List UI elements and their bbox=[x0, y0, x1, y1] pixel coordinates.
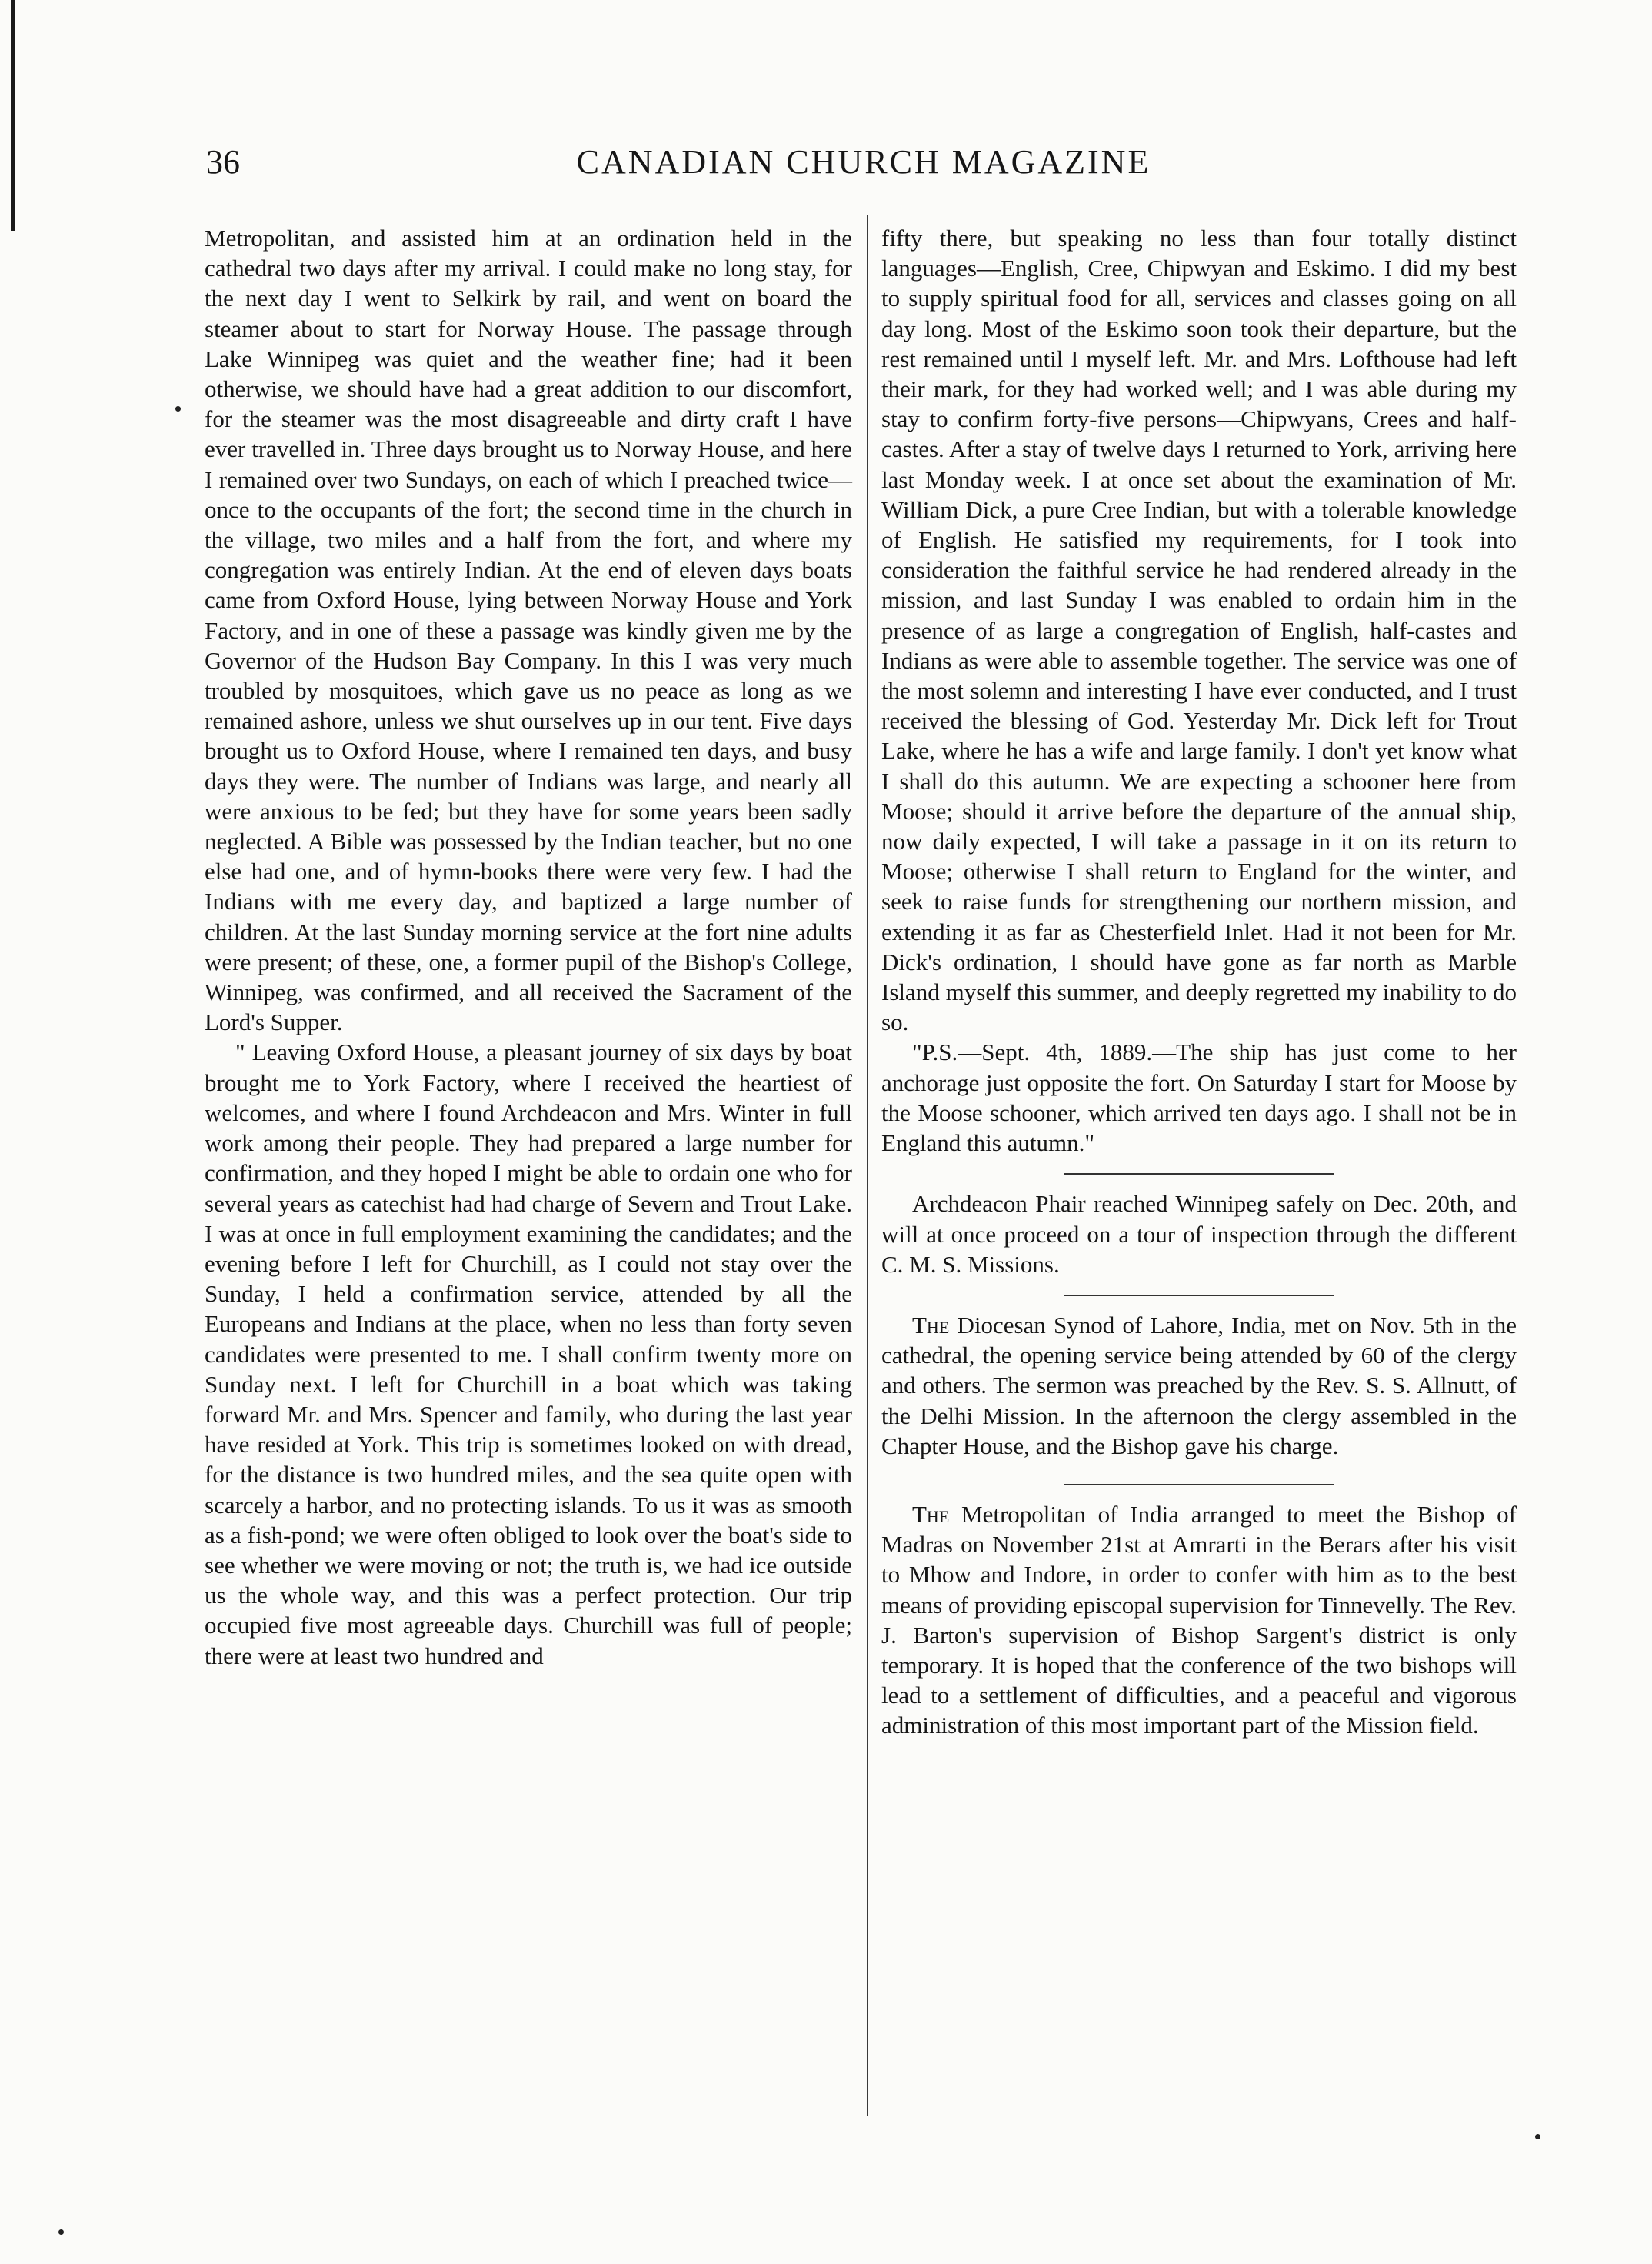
paragraph-metropolitan-india bbox=[881, 1499, 1517, 1741]
lead-word: The bbox=[912, 1311, 950, 1339]
right-column bbox=[881, 223, 1517, 1741]
scan-speck bbox=[1535, 2134, 1540, 2139]
paragraph-york-factory: " Leaving Oxford House, a pleasant journey of six days by boat brought me to York Factory, where I received the heartiest of welcomes, and where I found Archdeacon and Mrs. Winter in full work among their people. They had prepared a large number for confirmation, and they hoped I might be able to ordain one who for several years as catechist had had charge of Severn and Trout Lake. I was at once in full employment examining the candidates; and the evening before I left for Churchill, as I could not stay over the Sunday, I held a confirmation service, attended by all the Europeans and Indians at the place, when no less than forty seven candidates were presented to me. I shall confirm twenty more on Sunday next. I left for Churchill in a boat which was taking forward Mr. and Mrs. Spencer and family, who during the last year have resided at York. This trip is sometimes looked on with dread, for the distance is two hundred miles, and the sea quite open with scarcely a harbor, and no protecting islands. To us it was as smooth as a fish-pond; we were often obliged to look over the boat's side to see whether we were moving or not; the truth is, we had ice outside us the whole way, and this was a perfect protection. Our trip occupied five most agreeable days. Churchill was full of people; there were at least two hundred and bbox=[205, 1039, 852, 1669]
paragraph-synod-lahore bbox=[881, 1310, 1517, 1461]
page-header bbox=[206, 135, 1521, 189]
section-divider bbox=[1064, 1484, 1334, 1485]
paragraph-archdeacon-phair: Archdeacon Phair reached Winnipeg safely on Dec. 20th, and will at once proceed on a tour of inspection through the different C. M. S. Missions. bbox=[881, 1190, 1517, 1278]
scan-speck bbox=[58, 2229, 64, 2235]
scan-edge-mark bbox=[11, 0, 15, 231]
left-column bbox=[205, 223, 852, 1671]
paragraph-text: Metropolitan of India arranged to meet the Bishop of Madras on November 21st at Amrarti in the Berars after his visit to Mhow and Indore, in order to confer with him as to the best means of providing episcopal supervision for Tinnevelly. The Rev. J. Barton's supervision of Bishop Sargent's district is only temporary. It is hoped that the conference of the two bishops will lead to a settlement of difficulties, and a peaceful and vigorous administration of this most important part of the Mission field. bbox=[881, 1500, 1517, 1739]
column-divider bbox=[867, 215, 868, 2116]
section-divider bbox=[1064, 1173, 1334, 1175]
paragraph-churchill: fifty there, but speaking no less than four totally distinct languages—English, Cree, Chipwyan and Eskimo. I did my best to supply spiritual food for all, services and classes going on all day long. Most of the Eskimo soon took their departure, but the rest remained until I myself left. Mr. and Mrs. Lofthouse had left their mark, for they had worked well; and I was able during my stay to confirm forty-five persons—Chipwyans, Crees and half-castes. After a stay of twelve days I returned to York, arriving here last Monday week. I at once set about the examination of Mr. William Dick, a pure Cree Indian, but with a tolerable knowledge of English. He satisfied my requirements, for I took into consideration the faithful service he had rendered already in the mission, and last Sunday I was enabled to ordain him in the presence of as large a congregation of English, half-castes and Indians as were able to assemble together. The service was one of the most solemn and interesting I have ever conducted, and I trust received the blessing of God. Yesterday Mr. Dick left for Trout Lake, where he has a wife and large family. I don't yet know what I shall do this autumn. We are expecting a schooner here from Moose; should it arrive before the departure of the annual ship, now daily expected, I will take a passage in it on its return to Moose; otherwise I shall return to England for the winter, and seek to raise funds for strengthening our northern mission, and extending it as far as Chesterfield Inlet. Had it not been for Mr. Dick's ordination, I should have gone as far north as Marble Island myself this summer, and deeply regretted my inability to do so. bbox=[881, 225, 1517, 1036]
lead-word: The bbox=[912, 1500, 950, 1528]
paragraph-postscript: "P.S.—Sept. 4th, 1889.—The ship has just come to her anchorage just opposite the fort. On Saturday I start for Moose by the Moose schooner, which arrived ten days ago. I shall not be in England this autumn." bbox=[881, 1039, 1517, 1157]
page-number: 36 bbox=[206, 143, 240, 181]
paragraph-text: Diocesan Synod of Lahore, India, met on Nov. 5th in the cathedral, the opening service being attended by 60 of the clergy and others. The sermon was preached by the Rev. S. S. Allnutt, of the Delhi Mission. In the afternoon the clergy assembled in the Chapter House, and the Bishop gave his charge. bbox=[881, 1311, 1517, 1459]
running-title: CANADIAN CHURCH MAGAZINE bbox=[576, 143, 1151, 181]
section-divider bbox=[1064, 1295, 1334, 1296]
paragraph-ordination-journey: Metropolitan, and assisted him at an ordination held in the cathedral two days after my arrival. I could make no long stay, for the next day I went to Selkirk by rail, and went on board the steamer about to start for Norway House. The passage through Lake Winnipeg was quiet and the weather fine; had it been otherwise, we should have had a great addition to our discomfort, for the steamer was the most disagreeable and dirty craft I have ever travelled in. Three days brought us to Norway House, and here I remained over two Sundays, on each of which I preached twice—once to the occupants of the fort; the second time in the church in the village, two miles and a half from the fort, and where my congregation was entirely Indian. At the end of eleven days boats came from Oxford House, lying between Norway House and York Factory, and in one of these a passage was kindly given me by the Governor of the Hudson Bay Company. In this I was very much troubled by mosquitoes, which gave us no peace as long as we remained ashore, unless we shut ourselves up in our tent. Five days brought us to Oxford House, where I remained ten days, and busy days they were. The number of Indians was large, and nearly all were anxious to be fed; but they have for some years been sadly neglected. A Bible was possessed by the Indian teacher, but no one else had one, and of hymn-books there were very few. I had the Indians with me every day, and baptized a large number of children. At the last Sunday morning service at the fort nine adults were present; of these, one, a former pupil of the Bishop's College, Winnipeg, was confirmed, and all received the Sacrament of the Lord's Supper. bbox=[205, 225, 852, 1036]
scan-speck bbox=[175, 406, 181, 412]
